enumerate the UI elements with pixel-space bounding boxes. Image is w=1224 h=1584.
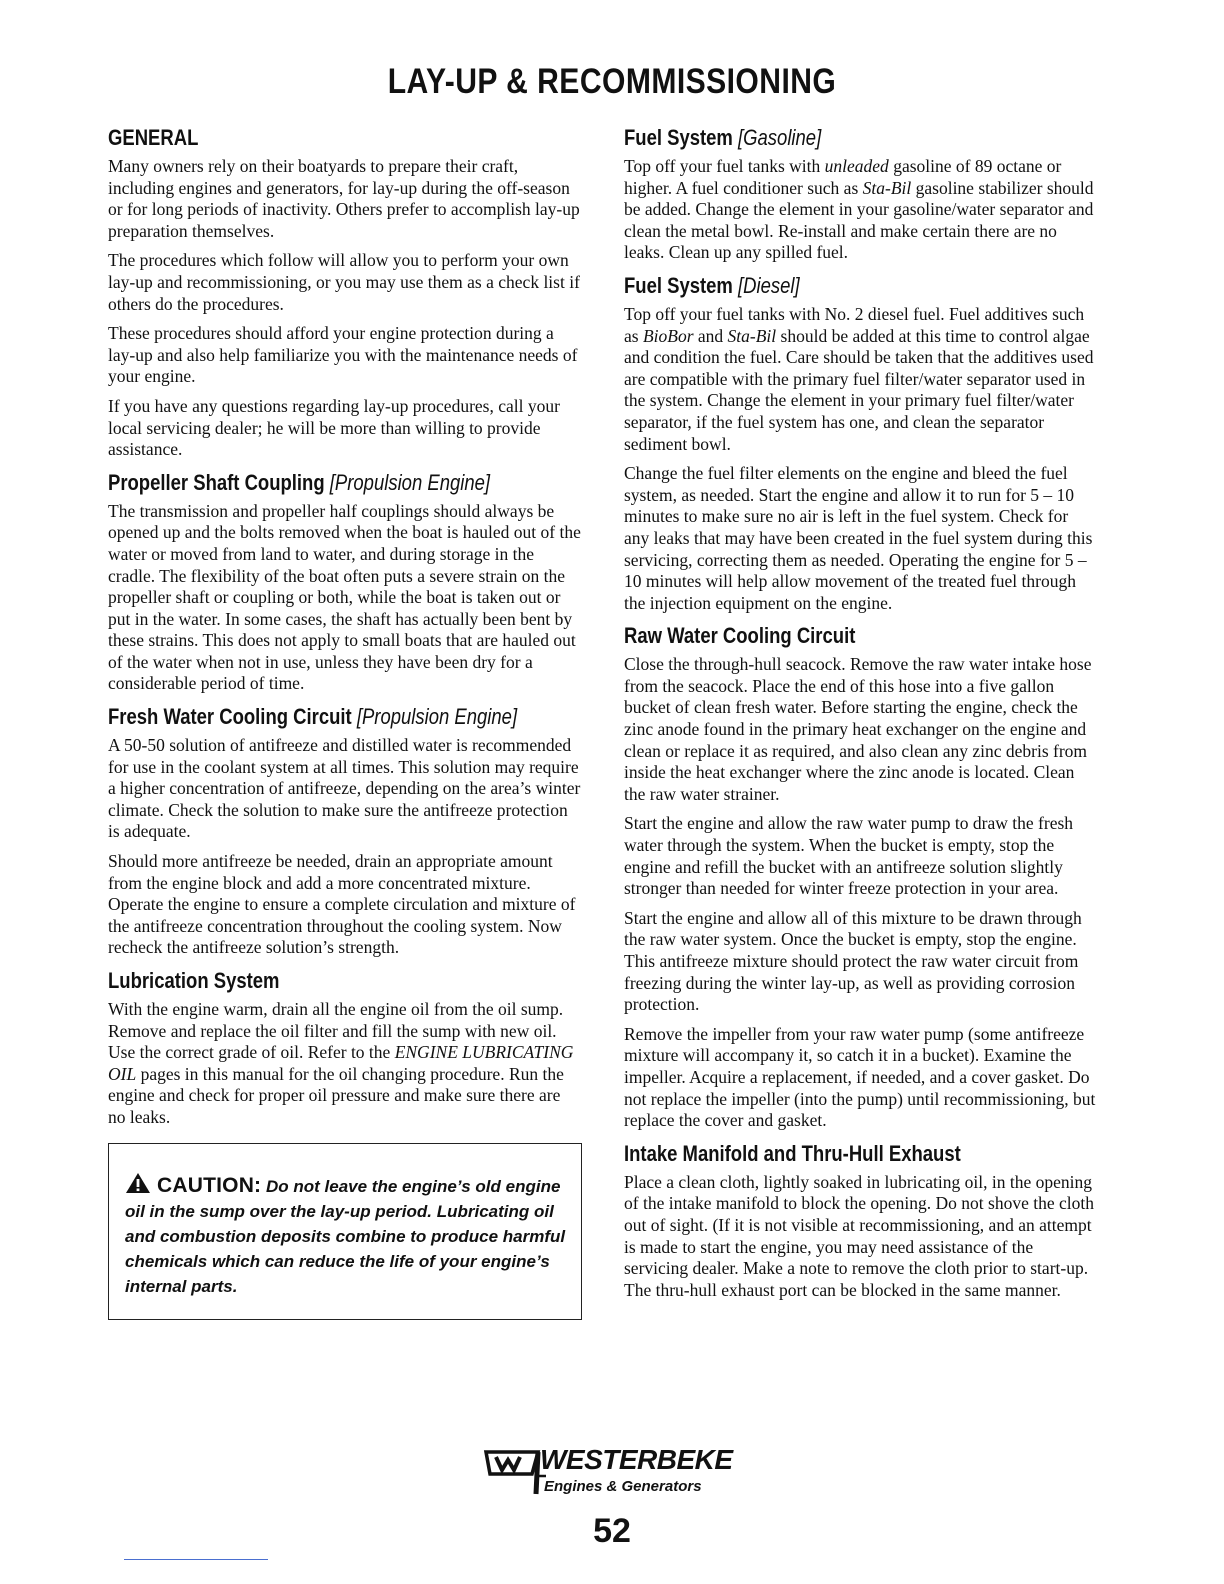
heading-tag: [Gasoline] xyxy=(738,125,822,150)
emphasis: Sta-Bil xyxy=(727,325,777,346)
brand-tagline: Engines & Generators xyxy=(544,1478,702,1495)
fuel-diesel-paragraph-2: Change the fuel filter elements on the engine and bleed the fuel system, as needed. Start the engine and allow it to run for 5 – 10 minutes to make sure no air is left in the fuel system. Check for any leaks that may have been created in the fuel system during this servicing, correcting them as needed. Operating the engine for 5 – 10 minutes will help allow movement of the treated fuel through the injection equipment on the engine. xyxy=(624,463,1093,613)
emphasis: Sta-Bil xyxy=(862,177,912,198)
heading-text: Fuel System xyxy=(624,272,733,298)
fresh-water-paragraph-1: A 50-50 solution of antifreeze and distilled water is recommended for use in the coolant system at all times. This solution may require a higher concentration of antifreeze, depending on the area’s winter climate. Check the solution to make sure the antifreeze protection is adequate. xyxy=(108,735,581,842)
text-run: Top off your fuel tanks with xyxy=(624,156,825,176)
page-title: LAY-UP & RECOMMISSIONING xyxy=(387,62,837,101)
section-lubrication-system xyxy=(108,967,582,1129)
heading-tag: [Propulsion Engine] xyxy=(356,704,518,730)
intake-paragraph-1: Place a clean cloth, lightly soaked in lubricating oil, in the opening of the intake manifold to block the opening. Do not shove the cloth out of sight. (If it is not visible at recommissioning, and an attempt is made to start the engine, you may need assistance of the servicing dealer. Make a note to remove the cloth prior to start-up. The thru-hull exhaust port can be blocked in the same manner. xyxy=(624,1171,1094,1300)
text-run: With the engine warm, drain all the engine oil from the oil sump. Remove and replace the oil filter and fill the sump with new oil. Use the correct grade of oil. Refer to the xyxy=(108,999,564,1063)
heading-fuel-system-diesel xyxy=(624,272,1020,300)
heading-intake-manifold: Intake Manifold and Thru-Hull Exhaust xyxy=(624,1140,961,1166)
section-fuel-system-diesel xyxy=(624,272,1096,614)
general-paragraph-2: The procedures which follow will allow you to perform your own lay-up and recommissioning, or you may use them as a check list if others do the procedures. xyxy=(108,250,580,314)
general-paragraph-3: These procedures should afford your engine protection during a lay-up and also help familiarize you with the maintenance needs of your engine. xyxy=(108,323,578,387)
lubrication-paragraph-1 xyxy=(108,999,582,1129)
propeller-paragraph-1: The transmission and propeller half couplings should always be opened up and the bolts removed when the boat is hauled out of the water or moved from land to water, and during storage in the cradle. The flexibility of the boat often puts a severe strain on the propeller shaft or coupling or both, while the boat is taken out or put in the water. In some cases, the shaft has actually been bent by these strains. This does not apply to small boats that are hauled out of the water when not in use, unless they have been dry for a considerable period of time. xyxy=(108,500,581,694)
westerbeke-emblem-icon xyxy=(482,1442,546,1500)
right-column xyxy=(624,124,1096,1309)
left-column xyxy=(108,124,582,1320)
page-number: 52 xyxy=(593,1512,631,1550)
raw-water-paragraph-4: Remove the impeller from your raw water pump (some antifreeze mixture will accompany it, so catch it in a bucket). Examine the impeller. Acquire a replacement, if needed, and a cover gasket. Do not replace the impeller (into the pump) until recommissioning, but replace the cover and gasket. xyxy=(624,1023,1096,1131)
text-run: Top off your fuel tanks with No. 2 diesel fuel. Fuel additives such as xyxy=(624,303,1085,346)
heading-tag: [Propulsion Engine] xyxy=(329,469,491,495)
heading-propeller-shaft-coupling xyxy=(108,469,506,497)
general-paragraph-1: Many owners rely on their boatyards to prepare their craft, including engines and generators, for lay-up during the off-season or for long periods of inactivity. Others prefer to accomplish lay-up preparation themselves. xyxy=(108,156,580,241)
warning-triangle-icon xyxy=(125,1172,151,1194)
emphasis: BioBor xyxy=(642,325,694,346)
heading-text: Propeller Shaft Coupling xyxy=(108,469,325,495)
heading-text: Fresh Water Cooling Circuit xyxy=(108,704,352,730)
text-run: and xyxy=(693,325,728,346)
section-intake-manifold xyxy=(624,1140,1096,1302)
caution-label: CAUTION: xyxy=(157,1173,262,1197)
section-fresh-water-cooling xyxy=(108,703,582,959)
heading-tag: [Diesel] xyxy=(738,272,800,298)
raw-water-paragraph-3: Start the engine and allow all of this mixture to be drawn through the raw water system. Once the bucket is empty, stop the engine. This antifreeze mixture should protect the raw water circuit from freezing during the winter lay-up, as well as providing corrosion protection. xyxy=(624,907,1082,1015)
section-propeller-shaft-coupling xyxy=(108,469,582,695)
raw-water-paragraph-1: Close the through-hull seacock. Remove the raw water intake hose from the seacock. Place the end of this hose into a five gallon bucket of clean fresh water. Before starting the engine, check the zinc anode found in the primary heat exchanger on the engine and clean or replace it as required, and also clean any zinc debris from inside the heat exchanger where the zinc anode is located. Clean the raw water strainer. xyxy=(624,654,1092,804)
emphasis: unleaded xyxy=(824,156,889,176)
heading-fresh-water-cooling xyxy=(108,703,518,731)
section-general xyxy=(108,124,582,461)
manual-reference: ENGINE LUBRICATING OIL xyxy=(108,1042,574,1084)
text-run: should be added at this time to control algae and condition the fuel. Care should be taken that the additives used are compatible with the primary fuel filter/water separator used in the system. Change the element in your primary fuel filter/water separator, if the fuel system has one, and clean the separator sediment bowl. xyxy=(624,325,1094,454)
caution-text xyxy=(125,1172,567,1299)
fresh-water-paragraph-2: Should more antifreeze be needed, drain an appropriate amount from the engine block and add a more concentrated mixture. Operate the engine to ensure a complete circulation and mixture of the antifreeze concentration throughout the cooling system. Now recheck the antifreeze solution’s strength. xyxy=(108,851,576,958)
caution-box xyxy=(108,1143,582,1320)
fuel-diesel-paragraph-1 xyxy=(624,304,1096,455)
caution-message: Do not leave the engine’s old engine oil in the sump over the lay-up period. Lubricating oil and combustion deposits combine to produce harmful chemicals which can reduce the life of your engine’s internal parts. xyxy=(125,1176,566,1296)
heading-lubrication-system: Lubrication System xyxy=(108,968,280,993)
section-raw-water-cooling xyxy=(624,622,1096,1131)
footer-rule xyxy=(124,1559,268,1560)
heading-general: GENERAL xyxy=(108,125,199,150)
raw-water-paragraph-2: Start the engine and allow the raw water pump to draw the fresh water through the system. When the bucket is empty, stop the engine and refill the bucket with an antifreeze solution slightly stronger than needed for winter freeze protection in your area. xyxy=(624,813,1074,899)
heading-raw-water-cooling: Raw Water Cooling Circuit xyxy=(624,623,856,649)
heading-text: Fuel System xyxy=(624,125,733,150)
general-paragraph-4: If you have any questions regarding lay-up procedures, call your local servicing dealer; he will be more than willing to provide assistance. xyxy=(108,395,560,460)
fuel-gasoline-paragraph-1 xyxy=(624,156,1096,264)
brand-name: WESTERBEKE xyxy=(540,1444,733,1475)
text-run: gasoline stabilizer should be added. Change the element in your gasoline/water separator and clean the metal bowl. Re-install and make certain there are no leaks. Clean up any spilled fuel. xyxy=(624,177,1094,263)
section-fuel-system-gasoline xyxy=(624,124,1096,264)
westerbeke-logo xyxy=(482,1442,762,1502)
text-run: gasoline of 89 octane or higher. A fuel conditioner such as xyxy=(624,156,1062,198)
heading-fuel-system-gasoline xyxy=(624,124,1020,152)
text-run: pages in this manual for the oil changing procedure. Run the engine and check for proper oil pressure and make sure there are no leaks. xyxy=(108,1063,564,1127)
